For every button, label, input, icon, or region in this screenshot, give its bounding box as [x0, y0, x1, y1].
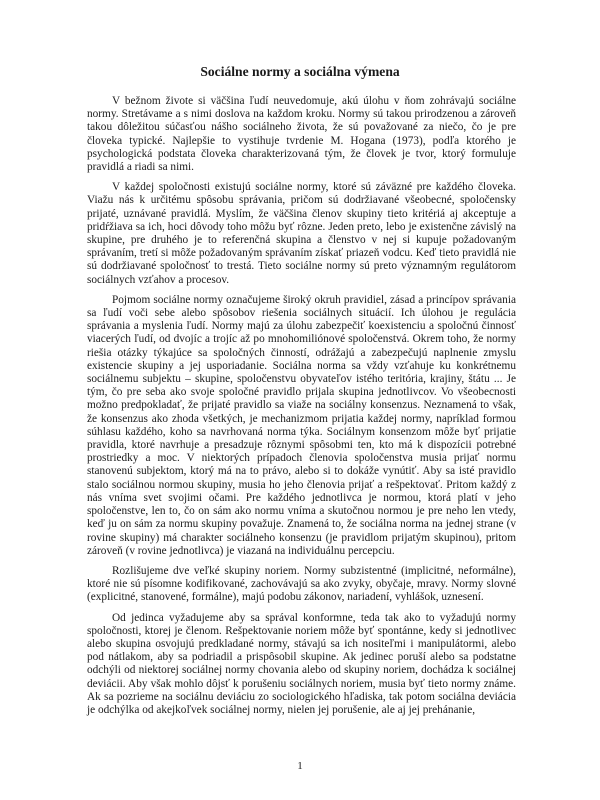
paragraph: V bežnom živote si väčšina ľudí neuvedomuje, akú úlohu v ňom zohrávajú sociálne normy. Stretávame a s nimi doslova na každom kroku. Normy sú takou prirodzenou a zároveň takou dôležitou súčasťou nášho sociálneho života, že sú považované za niečo, čo je pre človeka typické. Najlepšie to vystihuje tvrdenie M. Hogana (1973), podľa ktorého je psychologická podstata človeka charakterizovaná tým, že človek je tvor, ktorý formuluje pravidlá a riadi sa nimi. — [87, 95, 516, 174]
document-body — [87, 95, 516, 724]
page-title: Sociálne normy a sociálna výmena — [200, 64, 400, 79]
page-number: 1 — [297, 760, 303, 772]
paragraph: Rozlišujeme dve veľké skupiny noriem. Normy subzistentné (implicitné, neformálne), ktoré nie sú písomne kodifikované, zachovávajú sa ako zvyky, obyčaje, mravy. Normy slovné (explicitné, stanovené, formálne), majú podobu zákonov, nariadení, vyhlášok, uznesení. — [87, 564, 516, 604]
paragraph: Od jedinca vyžadujeme aby sa správal konformne, teda tak ako to vyžadujú normy spoločnosti, ktorej je členom. Rešpektovanie noriem môže byť spontánne, kedy si jednotlivec alebo skupina osvojujú predkladané normy, stávajú sa ich nositeľmi i manipulátormi, alebo pod nátlakom, aby sa podriadil a prispôsobil skupine. Ak jedinec poruší alebo sa podstatne odchýli od niektorej sociálnej normy chovania alebo od skupiny noriem, dochádza k sociálnej deviácii. Aby však mohlo dôjsť k porušeniu sociálnych noriem, musia byť tieto normy známe. Ak sa pozrieme na sociálnu deviáciu zo sociologického hľadiska, tak potom sociálna deviácia je odchýlka od akejkoľvek sociálnej normy, nielen jej porušenie, ale aj jej prehánanie, — [87, 611, 516, 716]
paragraph: V každej spoločnosti existujú sociálne normy, ktoré sú záväzné pre každého človeka. Viažu nás k určitému spôsobu správania, pričom sú dodržiavané všeobecné, spoločensky prijaté, uznávané pravidlá. Myslím, že väčšina členov skupiny tieto kritériá aj akceptuje a pridŕžiava sa ich, hoci dôvody toho môžu byť rôzne. Jeden preto, lebo je existenčne závislý na skupine, pre druhého je to referenčná skupina a členstvo v nej si kupuje požadovaným správaním, tretí si môže požadovaným správaním získať priazeň vodcu. Keď tieto pravidlá nie sú dodržiavané spoločnosť to trestá. Tieto sociálne normy sú preto významným regulátorom sociálnych vzťahov a procesov. — [87, 181, 516, 286]
paragraph: Pojmom sociálne normy označujeme široký okruh pravidiel, zásad a princípov správania sa ľudí voči sebe alebo spôsobov riešenia sociálnych situácií. Ich úlohou je regulácia správania a myslenia ľudí. Normy majú za úlohu zabezpečiť koexistenciu a spoločnú činnosť viacerých ľudí, od dvojíc a trojíc až po mnohomiliónové spoločenstvá. Okrem toho, že normy riešia otázky týkajúce sa spoločných činností, odrážajú a zabezpečujú naplnenie zmyslu existencie skupiny a jej usporiadanie. Sociálna norma sa vždy vzťahuje ku konkrétnemu sociálnemu subjektu – skupine, spoločenstvu obyvateľov istého teritória, krajiny, štátu ... Je tým, čo pre seba ako svoje spoločné pravidlo prijala skupina jednotlivcov. Vo všeobecnosti možno predpokladať, že prijaté pravidlo sa viaže na sociálny konsenzus. Neznamená to však, že konsenzus ako zhoda všetkých, je mechanizmom prijatia každej normy, napríklad formou súhlasu každého, koho sa navrhovaná norma týka. Sociálnym konsenzom môže byť prijatie pravidla, ktoré navrhuje a presadzuje rôznymi spôsobmi ten, kto má k dispozícii potrebné prostriedky a moc. V niektorých prípadoch členovia spoločenstva musia prijať normu stanovenú subjektom, ktorý má na to právo, alebo si to dokáže vynútiť. Aby sa isté pravidlo stalo sociálnou normou skupiny, musia ho jeho členovia prijať a rešpektovať. Pritom každý z nás vníma svet svojimi očami. Pre každého jednotlivca je normou, ktorá platí v jeho spoločenstve, len to, čo on sám ako normu vníma a skutočnou normou je pre neho len vtedy, keď ju on sám za normu skupiny považuje. Znamená to, že sociálna norma na jednej strane (v rovine skupiny) má charakter sociálneho konsenzu (je pravidlom prijatým skupinou), pritom zároveň (v rovine jednotlivca) je viazaná na individuálnu percepciu. — [87, 293, 516, 557]
